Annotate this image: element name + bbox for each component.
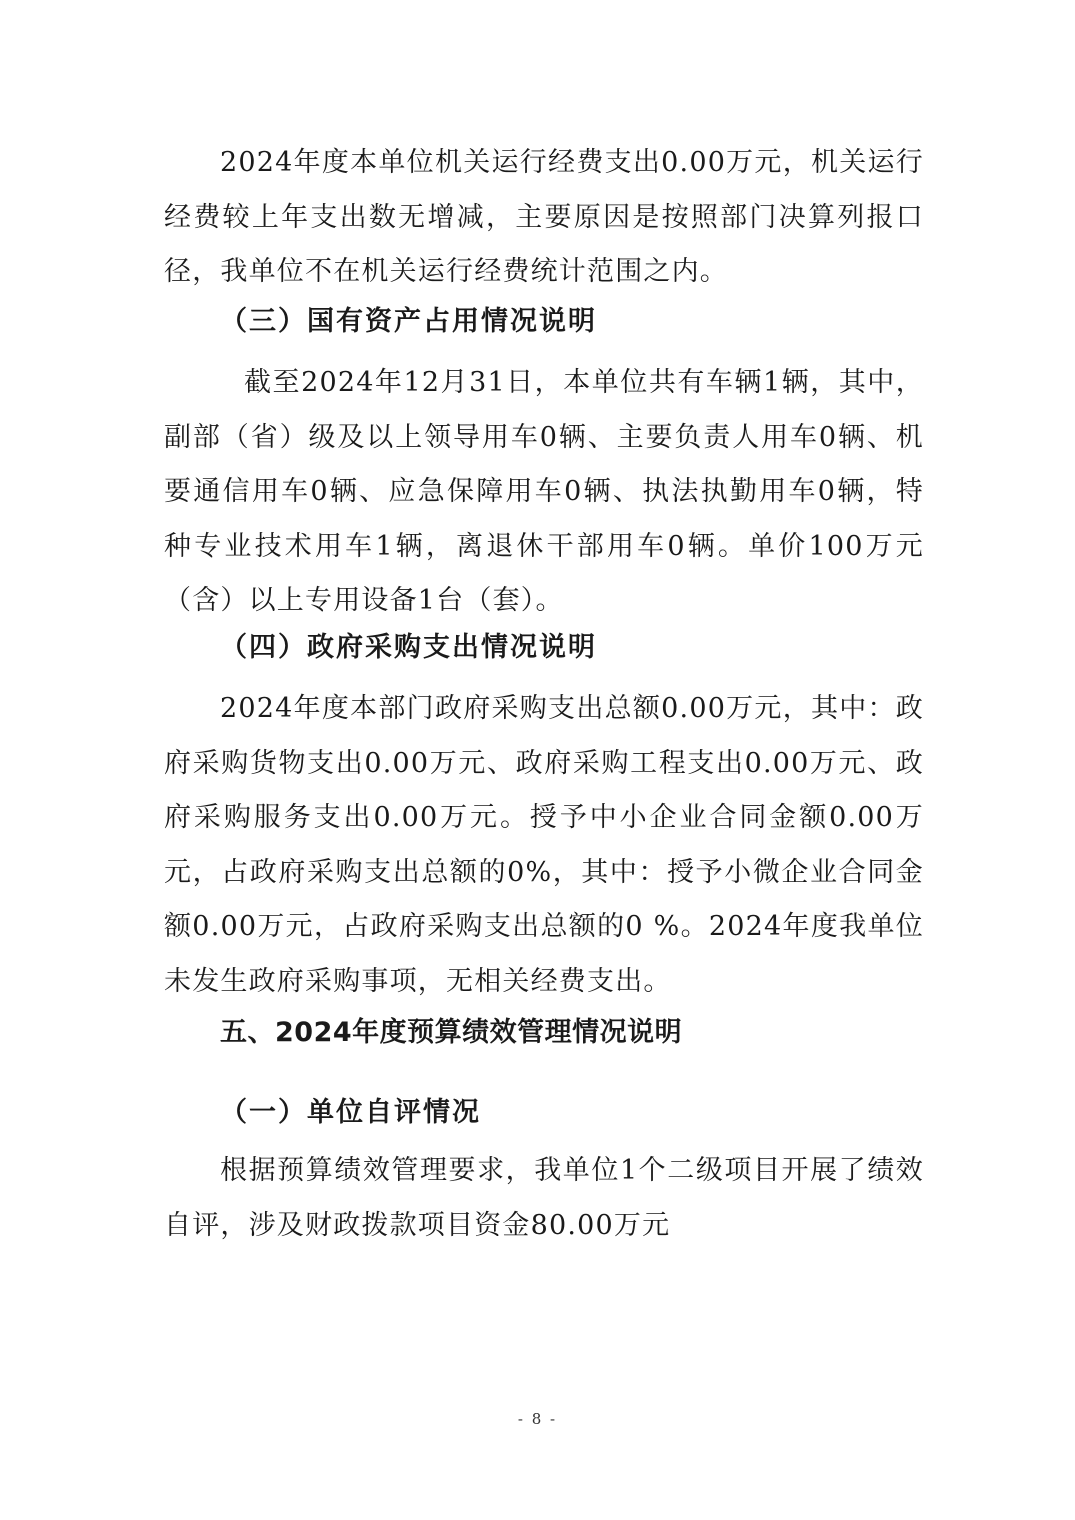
heading-self-evaluation: （一）单位自评情况 [220,1097,481,1128]
paragraph-government-procurement: 2024年度本部门政府采购支出总额0.00万元，其中：政府采购货物支出0.00万元、政府采购工程支出0.00万元、政府采购服务支出0.00万元。授予中小企业合同金额0.00万元，占政府采购支出总额的0%，其中：授予小微企业合同金额0.00万元，占政府采购支出总额的0 %。2024年度我单位未发生政府采购事项，无相关经费支出。 [164,693,924,997]
heading-state-assets: （三）国有资产占用情况说明 [220,306,597,337]
paragraph-state-assets: 截至2024年12月31日，本单位共有车辆1辆，其中，副部（省）级及以上领导用车0辆、主要负责人用车0辆、机要通信用车0辆、应急保障用车0辆、执法执勤用车0辆，特种专业技术用车1辆，离退休干部用车0辆。单价100万元（含）以上专用设备1台（套）。 [164,367,924,616]
heading-government-procurement: （四）政府采购支出情况说明 [220,632,597,663]
page-number: - 8 - [517,1410,558,1428]
section-title-performance-management: 五、2024年度预算绩效管理情况说明 [220,1017,683,1048]
paragraph-operating-expenses: 2024年度本单位机关运行经费支出0.00万元，机关运行经费较上年支出数无增减，主要原因是按照部门决算列报口径，我单位不在机关运行经费统计范围之内。 [164,147,924,287]
paragraph-self-evaluation: 根据预算绩效管理要求，我单位1个二级项目开展了绩效自评，涉及财政拨款项目资金80.00万元 [164,1155,924,1241]
